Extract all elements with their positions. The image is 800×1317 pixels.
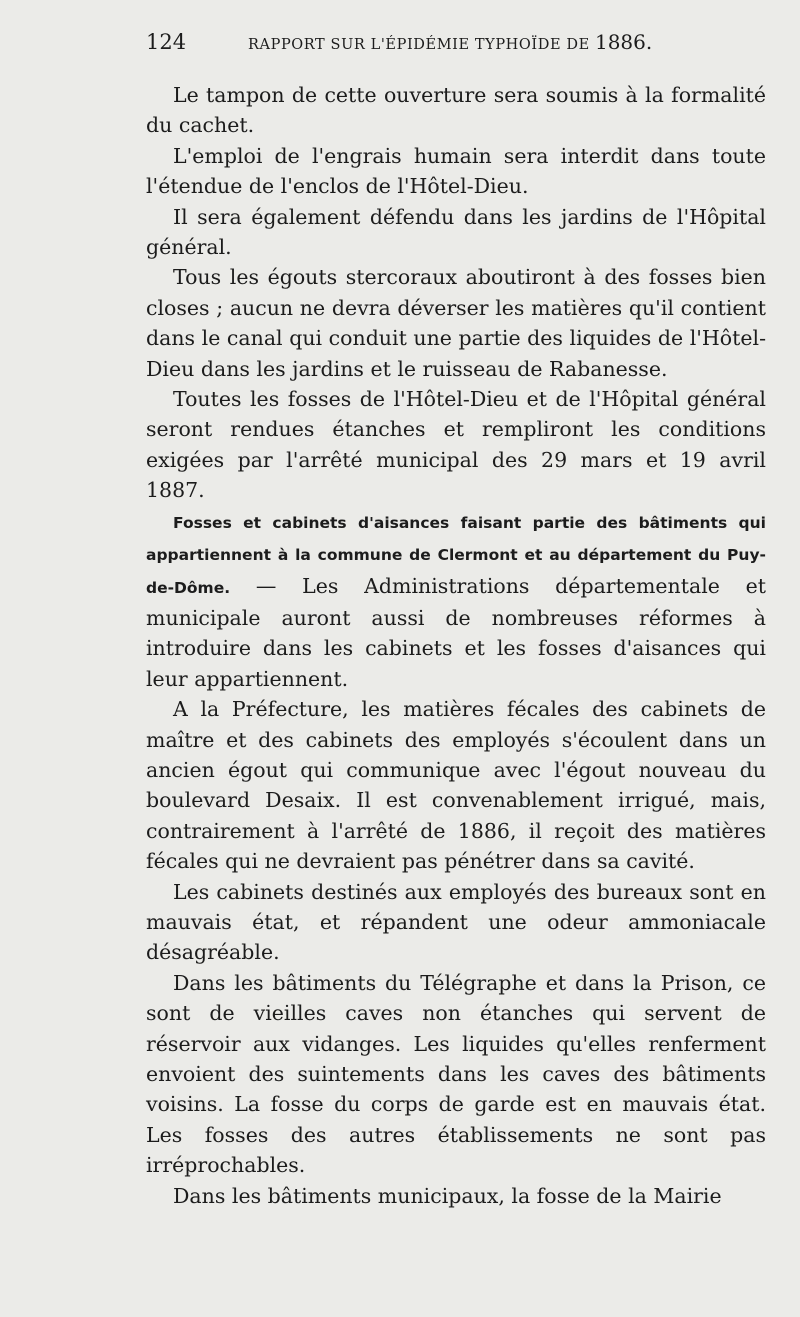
paragraph: Dans les bâtiments municipaux, la fosse de la Mairie <box>173 1183 722 1208</box>
running-title-text: RAPPORT SUR L'ÉPIDÉMIE TYPHOÏDE DE <box>248 37 590 53</box>
paragraph: A la Préfecture, les matières fécales des cabinets de maître et des cabinets des employés s'écoulent dans un ancien égout qui communique avec l'égout nouveau du boulevard Desaix. Il est convenablement irrigué, mais, contrairement à l'arrêté de 1886, il reçoit des matières fécales qui ne devraient pas pénétrer dans sa cavité. <box>146 697 766 874</box>
running-title <box>248 30 652 54</box>
paragraph: L'emploi de l'engrais humain sera interdit dans toute l'étendue de l'enclos de l'Hôtel-Dieu. <box>146 143 766 199</box>
paragraph: Dans les bâtiments du Télégraphe et dans la Prison, ce sont de vieilles caves non étanches qui servent de réservoir aux vidanges. Les liquides qu'elles renferment envoient des suintements dans les caves des bâtiments voisins. La fosse du corps de garde est en mauvais état. Les fosses des autres établissements ne sont pas irréprochables. <box>146 970 766 1178</box>
paragraph: Les cabinets destinés aux employés des bureaux sont en mauvais état, et répandent une odeur ammoniacale désagréable. <box>146 879 766 965</box>
paragraph: Il sera également défendu dans les jardins de l'Hôpital général. <box>146 204 766 260</box>
page-number: 124 <box>146 30 187 54</box>
paragraph: Le tampon de cette ouverture sera soumis à la formalité du cachet. <box>146 83 766 138</box>
section-lead-text: — Les Administrations départementale et municipale auront aussi de nombreuses réformes à introduire dans les cabinets et les fosses d'aisances qui leur appartiennent. <box>146 573 766 691</box>
paragraph: Toutes les fosses de l'Hôtel-Dieu et de l'Hôpital général seront rendues étanches et rempliront les conditions exigées par l'arrêté municipal des 29 mars et 19 avril 1887. <box>146 387 766 503</box>
paragraph: Tous les égouts stercoraux aboutiront à des fosses bien closes ; aucun ne devra déverser les matières qu'il contient dans le canal qui conduit une partie des liquides de l'Hôtel-Dieu dans les jardins et le ruisseau de Rabanesse. <box>146 265 766 381</box>
section-heading: Fosses et cabinets d'aisances faisant partie des bâtiments qui appartiennent à la commune de Clermont et au département du Puy-de-Dôme. <box>146 513 766 597</box>
section-paragraph <box>146 506 766 694</box>
running-head <box>146 30 766 64</box>
running-title-year: 1886. <box>594 30 653 54</box>
body-text <box>146 80 766 1211</box>
